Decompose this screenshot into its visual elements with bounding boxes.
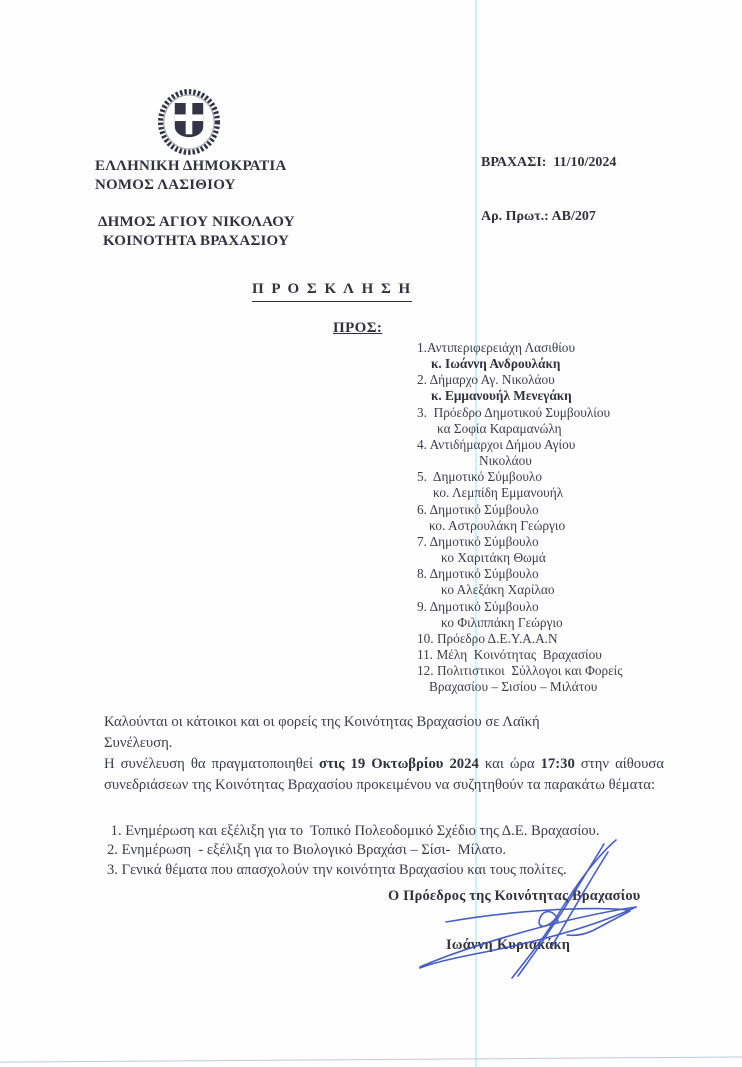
recipient-name: κο Φιλιππάκη Γεώργιο: [441, 614, 563, 630]
recipient-name: κ. Εμμανουήλ Μενεγάκη: [431, 388, 572, 404]
recipient-item: 6. Δημοτικό Σύμβουλο: [417, 501, 539, 517]
document-title: Π Ρ Ο Σ Κ Λ Η Σ Η: [252, 281, 412, 302]
signatory-role: Ο Πρόεδρος της Κοινότητας Βραχασίου: [388, 888, 641, 904]
recipient-item: 12. Πολιτιστικοι Σύλλογοι και Φορείς: [417, 663, 623, 679]
recipient-name: κο Αλεξάκη Χαρίλαο: [441, 582, 555, 598]
recipient-name: κ. Ιωάννη Ανδρουλάκη: [431, 356, 561, 372]
recipient-name: κο. Αστρουλάκη Γεώργιο: [429, 517, 566, 533]
authority-line-prefecture: ΝΟΜΟΣ ΛΑΣΙΘΙΟΥ: [95, 176, 236, 193]
meeting-details-paragraph: [104, 754, 664, 796]
recipient-name: κο. Λεμπίδη Εμμανουήλ: [433, 485, 564, 501]
recipient-item: 5. Δημοτικό Σύμβουλο: [417, 469, 543, 485]
agenda-list: [107, 822, 717, 880]
body-segment: Η συνέλευση θα πραγματοποιηθεί: [104, 755, 319, 772]
place-and-date: ΒΡΑΧΑΣΙ: 11/10/2024: [481, 155, 617, 170]
agenda-item: 3. Γενικά θέματα που απασχολούν την κοινότητα Βραχασίου και τους πολίτες.: [107, 861, 567, 878]
recipients-heading: ΠΡΟΣ:: [333, 320, 383, 336]
recipient-item: 8. Δημοτικό Σύμβουλο: [417, 566, 539, 582]
body-line: Συνέλευση.: [104, 734, 173, 751]
protocol-number: Αρ. Πρωτ.: ΑΒ/207: [481, 209, 596, 224]
agenda-item: 2. Ενημέρωση - εξέλιξη για το Βιολογικό Βραχάσι – Σίσι- Μίλατο.: [107, 842, 507, 859]
recipient-item: 10. Πρόεδρο Δ.Ε.Υ.Α.Α.Ν: [417, 630, 558, 646]
recipient-name: κα Σοφία Καραμανώλη: [437, 420, 562, 436]
recipient-name: κο Χαριτάκη Θωμά: [441, 550, 546, 566]
recipient-item: 4. Αντιδήμαρχοι Δήμου Αγίου: [417, 436, 576, 452]
body-segment: στην αίθουσα συνεδριάσεων της Κοινότητας Βραχασίου προκειμένου να συζητηθούν τα παρακάτω θέματα:: [104, 755, 664, 793]
body-line: Καλούνται οι κάτοικοι και οι φορείς της Κοινότητας Βραχασίου σε Λαϊκή: [104, 714, 540, 730]
recipient-item: 2. Δήμαρχο Αγ. Νικολάου: [417, 372, 555, 388]
recipient-list: [417, 340, 722, 695]
recipient-item-continuation: Βραχασίου – Σισίου – Μιλάτου: [429, 679, 598, 695]
authority-line-community: ΚΟΙΝΟΤΗΤΑ ΒΡΑΧΑΣΙΟΥ: [103, 232, 290, 249]
recipient-name: Νικολάου: [479, 453, 532, 469]
authority-line-republic: ΕΛΛΗΝΙΚΗ ΔΗΜΟΚΡΑΤΙΑ: [95, 158, 287, 174]
issuing-authority-block: [94, 157, 295, 250]
scan-artifact-page-bottom-edge: [0, 1056, 742, 1062]
recipient-item: 11. Μέλη Κοινότητας Βραχασίου: [417, 646, 602, 662]
meeting-date: στις 19 Οκτωβρίου 2024: [318, 755, 479, 772]
recipient-item: 3. Πρόεδρο Δημοτικού Συμβουλίου: [417, 404, 611, 420]
authority-line-municipality: ΔΗΜΟΣ ΑΓΙΟΥ ΝΙΚΟΛΑΟΥ: [98, 214, 295, 230]
recipient-item: 1.Αντιπεριφερειάχη Λασιθίου: [417, 340, 576, 355]
signatory-name: Ιωάννη Κυριακάκη: [446, 937, 571, 953]
agenda-item: 1. Ενημέρωση και εξέλιξη για το Τοπικό Πολεοδομικό Σχέδιο της Δ.Ε. Βραχασίου.: [107, 823, 600, 839]
body-text: [104, 712, 664, 796]
recipient-item: 7. Δημοτικό Σύμβουλο: [417, 533, 539, 549]
document-meta-block: [481, 155, 616, 225]
recipient-item: 9. Δημοτικό Σύμβουλο: [417, 598, 539, 614]
greek-coat-of-arms-icon: [149, 86, 229, 158]
meeting-time: 17:30: [540, 755, 575, 772]
body-segment: και ώρα: [478, 755, 541, 772]
